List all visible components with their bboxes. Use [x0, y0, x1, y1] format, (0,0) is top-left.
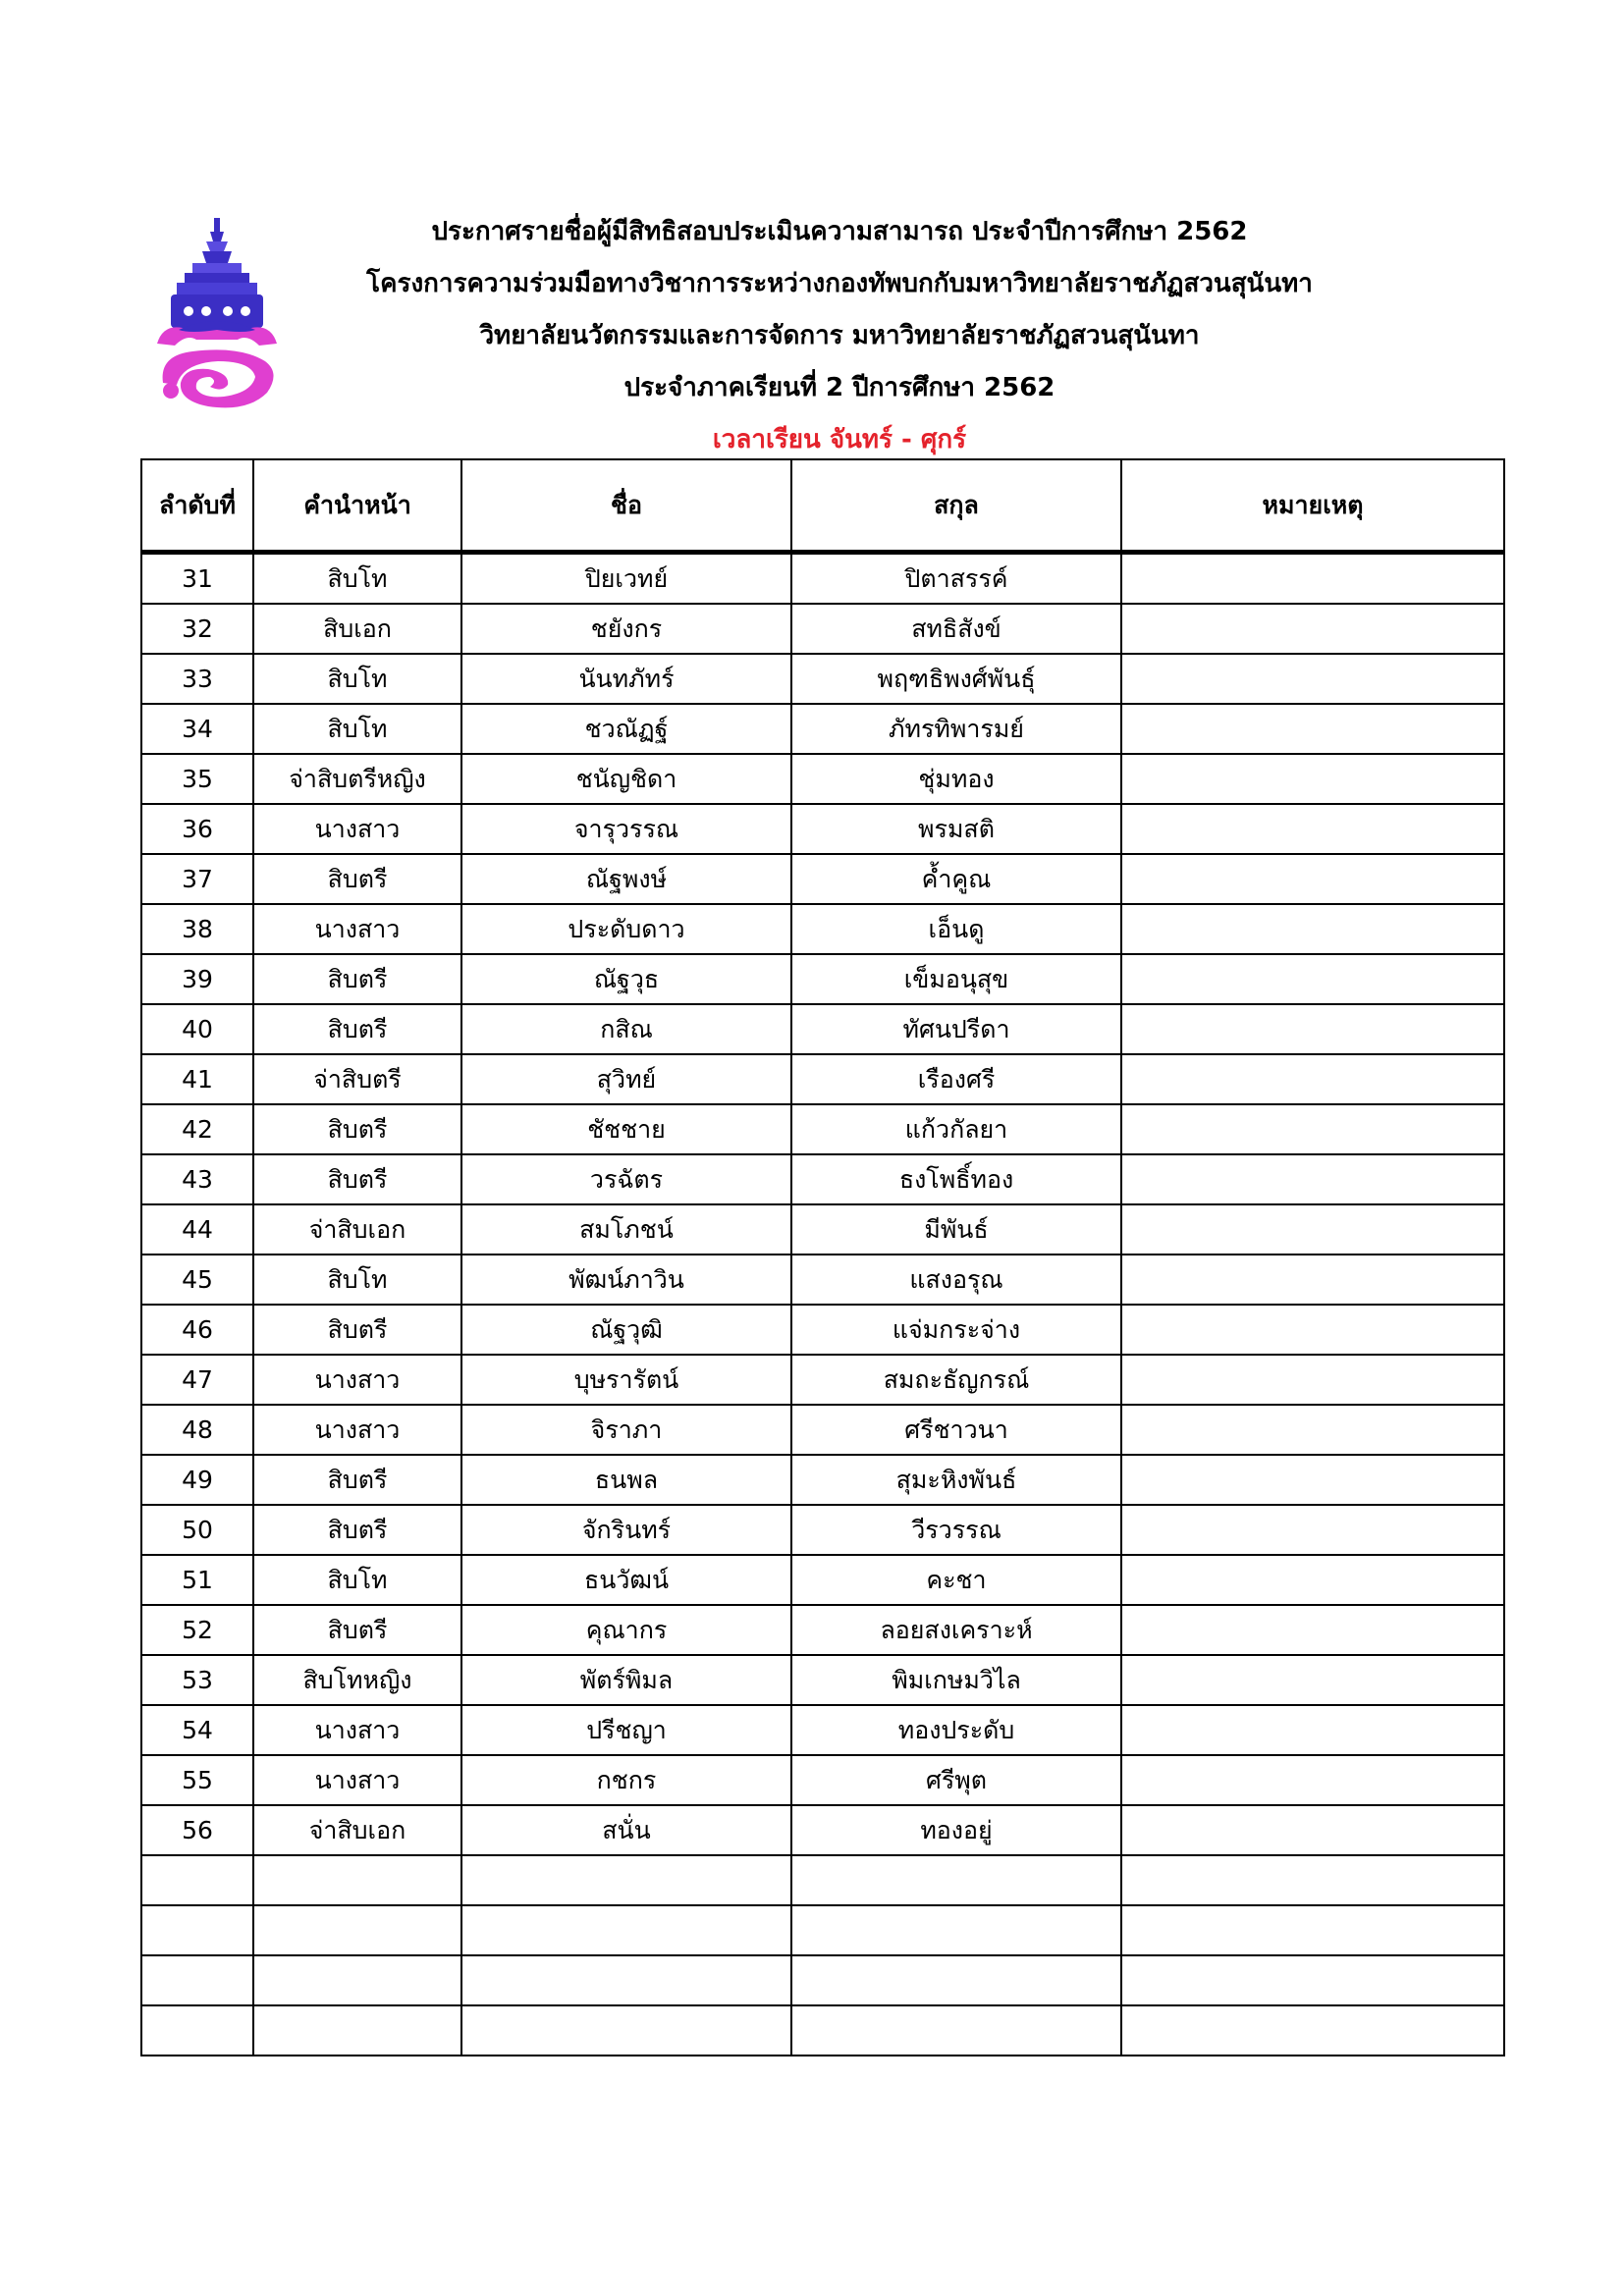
table-row: [141, 1305, 1504, 1355]
header-project: โครงการความร่วมมือทางวิชาการระหว่างกองทัพบกกับมหาวิทยาลัยราชภัฏสวนสุนันทา: [366, 269, 1313, 298]
cell-remarks: [1121, 1805, 1504, 1855]
cell-number: [141, 1955, 253, 2005]
cell-remarks: [1121, 954, 1504, 1004]
cell-number: 38: [141, 904, 253, 954]
header-semester: ประจำภาคเรียนที่ 2 ปีการศึกษา 2562: [623, 373, 1056, 402]
cell-number: 49: [141, 1455, 253, 1505]
table-row: [141, 1655, 1504, 1705]
cell-first-name: ณัฐวุธ: [461, 954, 791, 1004]
cell-number: [141, 2005, 253, 2056]
cell-last-name: ค้ำคูณ: [791, 854, 1121, 904]
cell-first-name: ชยังกร: [461, 604, 791, 654]
roster-table: [140, 458, 1505, 2056]
cell-remarks: [1121, 1655, 1504, 1705]
cell-first-name: [461, 1955, 791, 2005]
cell-title: สิบโท: [253, 1555, 461, 1605]
cell-first-name: [461, 1905, 791, 1955]
cell-title: สิบตรี: [253, 1154, 461, 1204]
cell-title: สิบตรี: [253, 1505, 461, 1555]
cell-number: 56: [141, 1805, 253, 1855]
cell-title: จ่าสิบตรี: [253, 1054, 461, 1104]
cell-last-name: ศรีพุต: [791, 1755, 1121, 1805]
cell-remarks: [1121, 1104, 1504, 1154]
cell-last-name: วีรวรรณ: [791, 1505, 1121, 1555]
table-row: [141, 553, 1504, 605]
cell-first-name: พัตร์พิมล: [461, 1655, 791, 1705]
table-row: [141, 804, 1504, 854]
cell-last-name: [791, 1955, 1121, 2005]
cell-remarks: [1121, 1305, 1504, 1355]
cell-remarks: [1121, 804, 1504, 854]
cell-first-name: ปรีชญา: [461, 1705, 791, 1755]
cell-last-name: ภัทรทิพารมย์: [791, 704, 1121, 754]
cell-last-name: แสงอรุณ: [791, 1255, 1121, 1305]
cell-first-name: จักรินทร์: [461, 1505, 791, 1555]
cell-last-name: ชุ่มทอง: [791, 754, 1121, 804]
cell-last-name: ปิตาสรรค์: [791, 553, 1121, 605]
table-row: [141, 954, 1504, 1004]
cell-last-name: เอ็นดู: [791, 904, 1121, 954]
cell-number: 55: [141, 1755, 253, 1805]
cell-first-name: [461, 1855, 791, 1905]
cell-title: สิบโท: [253, 553, 461, 605]
column-header-last-name: สกุล: [791, 459, 1121, 553]
cell-last-name: พฤฑธิพงศ์พันธุ์: [791, 654, 1121, 704]
cell-first-name: วรฉัตร: [461, 1154, 791, 1204]
cell-last-name: เรืองศรี: [791, 1054, 1121, 1104]
table-row: [141, 1555, 1504, 1605]
cell-remarks: [1121, 1605, 1504, 1655]
header-schedule: เวลาเรียน จันทร์ - ศุกร์: [712, 425, 967, 454]
cell-number: 35: [141, 754, 253, 804]
cell-remarks: [1121, 704, 1504, 754]
table-row: [141, 1054, 1504, 1104]
cell-number: 54: [141, 1705, 253, 1755]
cell-title: จ่าสิบเอก: [253, 1204, 461, 1255]
cell-remarks: [1121, 654, 1504, 704]
cell-last-name: [791, 1855, 1121, 1905]
cell-last-name: ศรีชาวนา: [791, 1405, 1121, 1455]
table-row: [141, 1405, 1504, 1455]
cell-title: [253, 2005, 461, 2056]
table-row: [141, 1204, 1504, 1255]
cell-first-name: ชนัญชิดา: [461, 754, 791, 804]
cell-first-name: ประดับดาว: [461, 904, 791, 954]
cell-title: จ่าสิบเอก: [253, 1805, 461, 1855]
cell-remarks: [1121, 1955, 1504, 2005]
table-row: [141, 604, 1504, 654]
cell-title: สิบตรี: [253, 854, 461, 904]
header-title: ประกาศรายชื่อผู้มีสิทธิสอบประเมินความสามารถ ประจำปีการศึกษา 2562: [431, 217, 1248, 246]
cell-last-name: พิมเกษมวิไล: [791, 1655, 1121, 1705]
cell-title: จ่าสิบตรีหญิง: [253, 754, 461, 804]
cell-remarks: [1121, 604, 1504, 654]
cell-title: [253, 1955, 461, 2005]
table-row: [141, 904, 1504, 954]
cell-number: 31: [141, 553, 253, 605]
table-row: [141, 1755, 1504, 1805]
column-header-number: ลำดับที่: [141, 459, 253, 553]
cell-last-name: ทองประดับ: [791, 1705, 1121, 1755]
cell-number: 33: [141, 654, 253, 704]
cell-number: 46: [141, 1305, 253, 1355]
cell-remarks: [1121, 1905, 1504, 1955]
cell-title: นางสาว: [253, 1405, 461, 1455]
table-row: [141, 1455, 1504, 1505]
cell-last-name: มีพันธ์: [791, 1204, 1121, 1255]
table-header-row: [141, 459, 1504, 553]
cell-number: 43: [141, 1154, 253, 1204]
cell-remarks: [1121, 854, 1504, 904]
cell-number: 50: [141, 1505, 253, 1555]
cell-last-name: สทธิสังข์: [791, 604, 1121, 654]
cell-remarks: [1121, 1555, 1504, 1605]
cell-number: 36: [141, 804, 253, 854]
cell-remarks: [1121, 553, 1504, 605]
cell-title: สิบตรี: [253, 1004, 461, 1054]
cell-remarks: [1121, 1154, 1504, 1204]
cell-remarks: [1121, 754, 1504, 804]
cell-remarks: [1121, 1204, 1504, 1255]
cell-title: นางสาว: [253, 804, 461, 854]
table-row: [141, 1004, 1504, 1054]
cell-remarks: [1121, 1405, 1504, 1455]
cell-remarks: [1121, 1355, 1504, 1405]
cell-first-name: ณัฐวุฒิ: [461, 1305, 791, 1355]
table-row: [141, 1805, 1504, 1855]
cell-title: นางสาว: [253, 1705, 461, 1755]
cell-title: นางสาว: [253, 1755, 461, 1805]
cell-first-name: จารุวรรณ: [461, 804, 791, 854]
cell-last-name: คะชา: [791, 1555, 1121, 1605]
table-row: [141, 854, 1504, 904]
cell-first-name: คุณากร: [461, 1605, 791, 1655]
cell-first-name: [461, 2005, 791, 2056]
cell-remarks: [1121, 904, 1504, 954]
cell-first-name: สุวิทย์: [461, 1054, 791, 1104]
cell-number: 48: [141, 1405, 253, 1455]
column-header-remarks: หมายเหตุ: [1121, 459, 1504, 553]
cell-title: [253, 1855, 461, 1905]
cell-last-name: [791, 1905, 1121, 1955]
cell-remarks: [1121, 1505, 1504, 1555]
cell-first-name: กสิณ: [461, 1004, 791, 1054]
cell-title: สิบเอก: [253, 604, 461, 654]
cell-first-name: นันทภัทร์: [461, 654, 791, 704]
cell-remarks: [1121, 1004, 1504, 1054]
cell-first-name: พัฒน์ภาวิน: [461, 1255, 791, 1305]
cell-number: 42: [141, 1104, 253, 1154]
cell-title: สิบตรี: [253, 1305, 461, 1355]
cell-first-name: ชวณัฏฐ์: [461, 704, 791, 754]
header-faculty: วิทยาลัยนวัตกรรมและการจัดการ มหาวิทยาลัยราชภัฏสวนสุนันทา: [479, 321, 1200, 350]
cell-remarks: [1121, 1455, 1504, 1505]
cell-first-name: กชกร: [461, 1755, 791, 1805]
cell-number: 40: [141, 1004, 253, 1054]
cell-number: 39: [141, 954, 253, 1004]
cell-last-name: [791, 2005, 1121, 2056]
cell-first-name: ธนวัฒน์: [461, 1555, 791, 1605]
cell-number: 34: [141, 704, 253, 754]
cell-last-name: ทองอยู่: [791, 1805, 1121, 1855]
cell-title: [253, 1905, 461, 1955]
cell-last-name: เข็มอนุสุข: [791, 954, 1121, 1004]
university-logo: [149, 218, 285, 410]
cell-last-name: ลอยสงเคราะห์: [791, 1605, 1121, 1655]
cell-remarks: [1121, 2005, 1504, 2056]
cell-title: นางสาว: [253, 904, 461, 954]
table-row: [141, 1255, 1504, 1305]
cell-last-name: ทัศนปรีดา: [791, 1004, 1121, 1054]
table-row: [141, 1505, 1504, 1555]
cell-title: สิบโทหญิง: [253, 1655, 461, 1705]
cell-number: [141, 1855, 253, 1905]
table-row: [141, 1705, 1504, 1755]
column-header-title: คำนำหน้า: [253, 459, 461, 553]
cell-last-name: สมถะธัญกรณ์: [791, 1355, 1121, 1405]
cell-last-name: สุมะหิงพันธ์: [791, 1455, 1121, 1505]
cell-title: สิบโท: [253, 1255, 461, 1305]
cell-last-name: แก้วกัลยา: [791, 1104, 1121, 1154]
cell-title: สิบตรี: [253, 1104, 461, 1154]
cell-remarks: [1121, 1255, 1504, 1305]
cell-number: [141, 1905, 253, 1955]
cell-remarks: [1121, 1755, 1504, 1805]
cell-number: 53: [141, 1655, 253, 1705]
cell-number: 37: [141, 854, 253, 904]
cell-title: สิบตรี: [253, 954, 461, 1004]
table-row: [141, 704, 1504, 754]
cell-first-name: ณัฐพงษ์: [461, 854, 791, 904]
cell-number: 52: [141, 1605, 253, 1655]
table-row: [141, 2005, 1504, 2056]
cell-last-name: พรมสติ: [791, 804, 1121, 854]
cell-number: 41: [141, 1054, 253, 1104]
table-row: [141, 1154, 1504, 1204]
cell-number: 51: [141, 1555, 253, 1605]
table-row: [141, 1605, 1504, 1655]
table-row: [141, 1355, 1504, 1405]
cell-number: 45: [141, 1255, 253, 1305]
table-row: [141, 754, 1504, 804]
cell-last-name: ธงโพธิ์ทอง: [791, 1154, 1121, 1204]
cell-title: สิบโท: [253, 654, 461, 704]
table-row: [141, 654, 1504, 704]
cell-first-name: ชัชชาย: [461, 1104, 791, 1154]
cell-number: 47: [141, 1355, 253, 1405]
cell-title: สิบตรี: [253, 1605, 461, 1655]
cell-title: นางสาว: [253, 1355, 461, 1405]
table-row: [141, 1855, 1504, 1905]
cell-first-name: สนั่น: [461, 1805, 791, 1855]
cell-first-name: ปิยเวทย์: [461, 553, 791, 605]
table-row: [141, 1955, 1504, 2005]
cell-title: สิบโท: [253, 704, 461, 754]
cell-remarks: [1121, 1054, 1504, 1104]
cell-remarks: [1121, 1855, 1504, 1905]
roster-body: [141, 553, 1504, 2056]
table-row: [141, 1104, 1504, 1154]
cell-number: 44: [141, 1204, 253, 1255]
announcement-header: [334, 206, 1345, 466]
cell-number: 32: [141, 604, 253, 654]
cell-remarks: [1121, 1705, 1504, 1755]
cell-first-name: จิราภา: [461, 1405, 791, 1455]
cell-last-name: แจ่มกระจ่าง: [791, 1305, 1121, 1355]
cell-first-name: สมโภชน์: [461, 1204, 791, 1255]
cell-first-name: ธนพล: [461, 1455, 791, 1505]
column-header-first-name: ชื่อ: [461, 459, 791, 553]
cell-title: สิบตรี: [253, 1455, 461, 1505]
table-row: [141, 1905, 1504, 1955]
cell-first-name: บุษรารัตน์: [461, 1355, 791, 1405]
